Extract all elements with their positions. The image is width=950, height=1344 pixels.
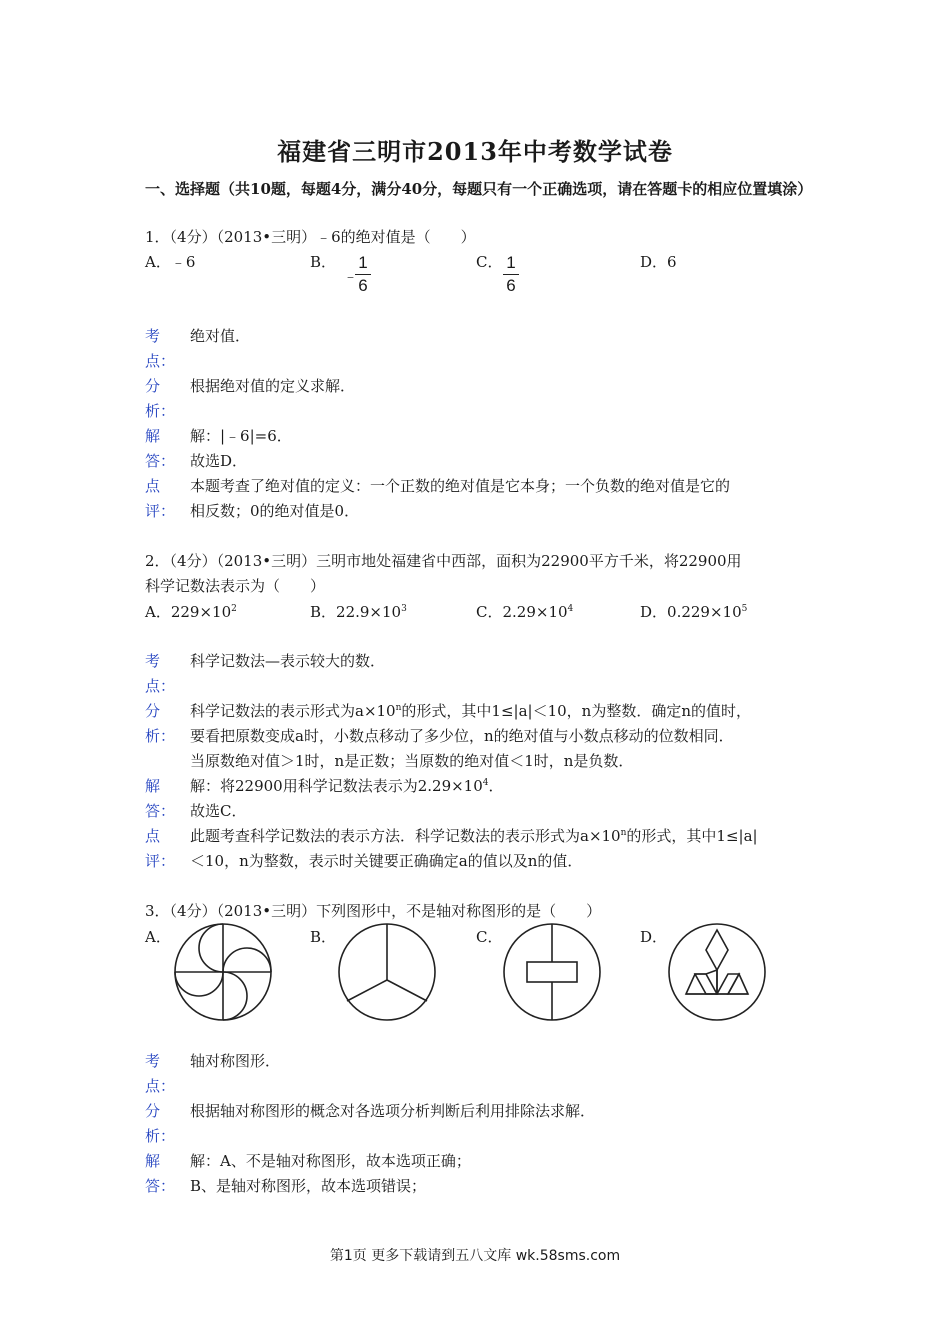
label-xi: 析： <box>145 1127 176 1145</box>
q2-option-a: A．$229\times 10^2$ <box>145 603 237 621</box>
q3-jieda-line2: B、是轴对称图形，故本选项错误； <box>190 1177 427 1195</box>
q1-option-b-sign: ﹣ <box>343 267 359 285</box>
label-dian: 点： <box>145 1077 176 1095</box>
q2-option-c: C．$2.29\times 10^4$ <box>476 603 574 621</box>
fraction-denominator: 6 <box>358 276 368 295</box>
label-da: 答： <box>145 802 176 820</box>
q3-option-b-label: B． <box>310 928 337 946</box>
label-xi: 析： <box>145 402 176 420</box>
q2-fenxi-line3: 当原数绝对值＞1时，n是正数；当原数的绝对值＜1时，n是负数． <box>190 752 634 770</box>
q2-option-d: D．$0.229\times 10^5$ <box>640 603 748 621</box>
q2-fenxi-line2: 要看把原数变成a时，小数点移动了多少位，n的绝对值与小数点移动的位数相同． <box>190 727 734 745</box>
q1-fenxi: 根据绝对值的定义求解． <box>190 377 356 395</box>
q2-jieda-line1: 解：将22900用科学记数法表示为$2.29\times 10^4$． <box>190 777 504 795</box>
label-dian: 点： <box>145 352 176 370</box>
q3-option-c-label: C． <box>476 928 503 946</box>
q3-jieda-line1: 解：A、不是轴对称图形，故本选项正确； <box>190 1152 471 1170</box>
fraction-denominator: 6 <box>506 276 516 295</box>
label-dian2: 点 <box>145 477 161 495</box>
q2-option-b: B．$22.9\times 10^3$ <box>310 603 407 621</box>
q3-figure-c-circle-rectangle <box>502 922 602 1022</box>
q2-stem-line2: 科学记数法表示为（ ） <box>145 577 326 595</box>
label-fen: 分 <box>145 702 161 720</box>
q2-fenxi-line1: 科学记数法的表示形式为$a\times 10^n$的形式，其中1≤|a|＜10，n为整数．确定n的值时， <box>190 702 751 720</box>
q1-option-c-fraction <box>503 253 519 296</box>
q3-fenxi: 根据轴对称图形的概念对各选项分析判断后利用排除法求解． <box>190 1102 596 1120</box>
q2-jieda-line2: 故选C． <box>190 802 247 820</box>
fraction-numerator: 1 <box>358 253 368 272</box>
label-jie: 解 <box>145 777 161 795</box>
section-heading: 一、选择题（共10题，每题4分，满分40分，每题只有一个正确选项，请在答题卡的相应位置填涂） <box>145 180 813 198</box>
q3-option-d-label: D． <box>640 928 668 946</box>
page-footer: 第1页 更多下载请到五八文库 wk.58sms.com <box>329 1248 621 1264</box>
q2-stem-line1: 2．（4分）（2013•三明）三明市地处福建省中西部，面积为22900平方千米，将22900用 <box>145 552 742 570</box>
q2-dianping-line2: ＜10，n为整数，表示时关键要正确确定a的值以及n的值． <box>190 852 583 870</box>
q3-figure-b-three-sectors <box>337 922 437 1022</box>
q1-dianping-line2: 相反数；0的绝对值是0． <box>190 502 360 520</box>
fraction-bar <box>355 274 371 275</box>
q1-stem: 1．（4分）（2013•三明）﹣6的绝对值是（ ） <box>145 228 476 246</box>
label-kao: 考 <box>145 327 161 345</box>
q1-option-b-fraction <box>355 253 371 296</box>
label-fen: 分 <box>145 377 161 395</box>
page-title: 福建省三明市2013年中考数学试卷 <box>277 137 673 166</box>
label-fen: 分 <box>145 1102 161 1120</box>
q1-option-a: A．﹣6 <box>145 253 196 271</box>
q3-figure-d-three-diamonds <box>667 922 767 1022</box>
label-dian: 点： <box>145 677 176 695</box>
label-da: 答： <box>145 452 176 470</box>
label-dian2: 点 <box>145 827 161 845</box>
label-ping: 评： <box>145 502 176 520</box>
fraction-numerator: 1 <box>506 253 516 272</box>
q1-option-d: D．6 <box>640 253 677 271</box>
label-xi: 析： <box>145 727 176 745</box>
label-ping: 评： <box>145 852 176 870</box>
fraction-bar <box>503 274 519 275</box>
q3-option-a-label: A． <box>145 928 171 946</box>
q1-option-b-label: B． <box>310 253 337 271</box>
q1-jieda-line1: 解：|﹣6|=6． <box>190 427 292 445</box>
q1-option-c-label: C． <box>476 253 503 271</box>
q1-kaodian: 绝对值． <box>190 327 251 345</box>
label-da: 答： <box>145 1177 176 1195</box>
label-kao: 考 <box>145 652 161 670</box>
q2-dianping-line1: 此题考查科学记数法的表示方法．科学记数法的表示形式为$a\times 10^n$的形式，其中1≤|a| <box>190 827 758 845</box>
label-jie: 解 <box>145 427 161 445</box>
q3-kaodian: 轴对称图形． <box>190 1052 281 1070</box>
label-jie: 解 <box>145 1152 161 1170</box>
label-kao: 考 <box>145 1052 161 1070</box>
q1-jieda-line2: 故选D． <box>190 452 248 470</box>
q3-stem: 3．（4分）（2013•三明）下列图形中，不是轴对称图形的是（ ） <box>145 902 602 920</box>
q3-figure-a-pinwheel <box>173 922 273 1022</box>
q2-kaodian: 科学记数法—表示较大的数． <box>190 652 386 670</box>
q1-dianping-line1: 本题考查了绝对值的定义：一个正数的绝对值是它本身；一个负数的绝对值是它的 <box>190 477 731 495</box>
